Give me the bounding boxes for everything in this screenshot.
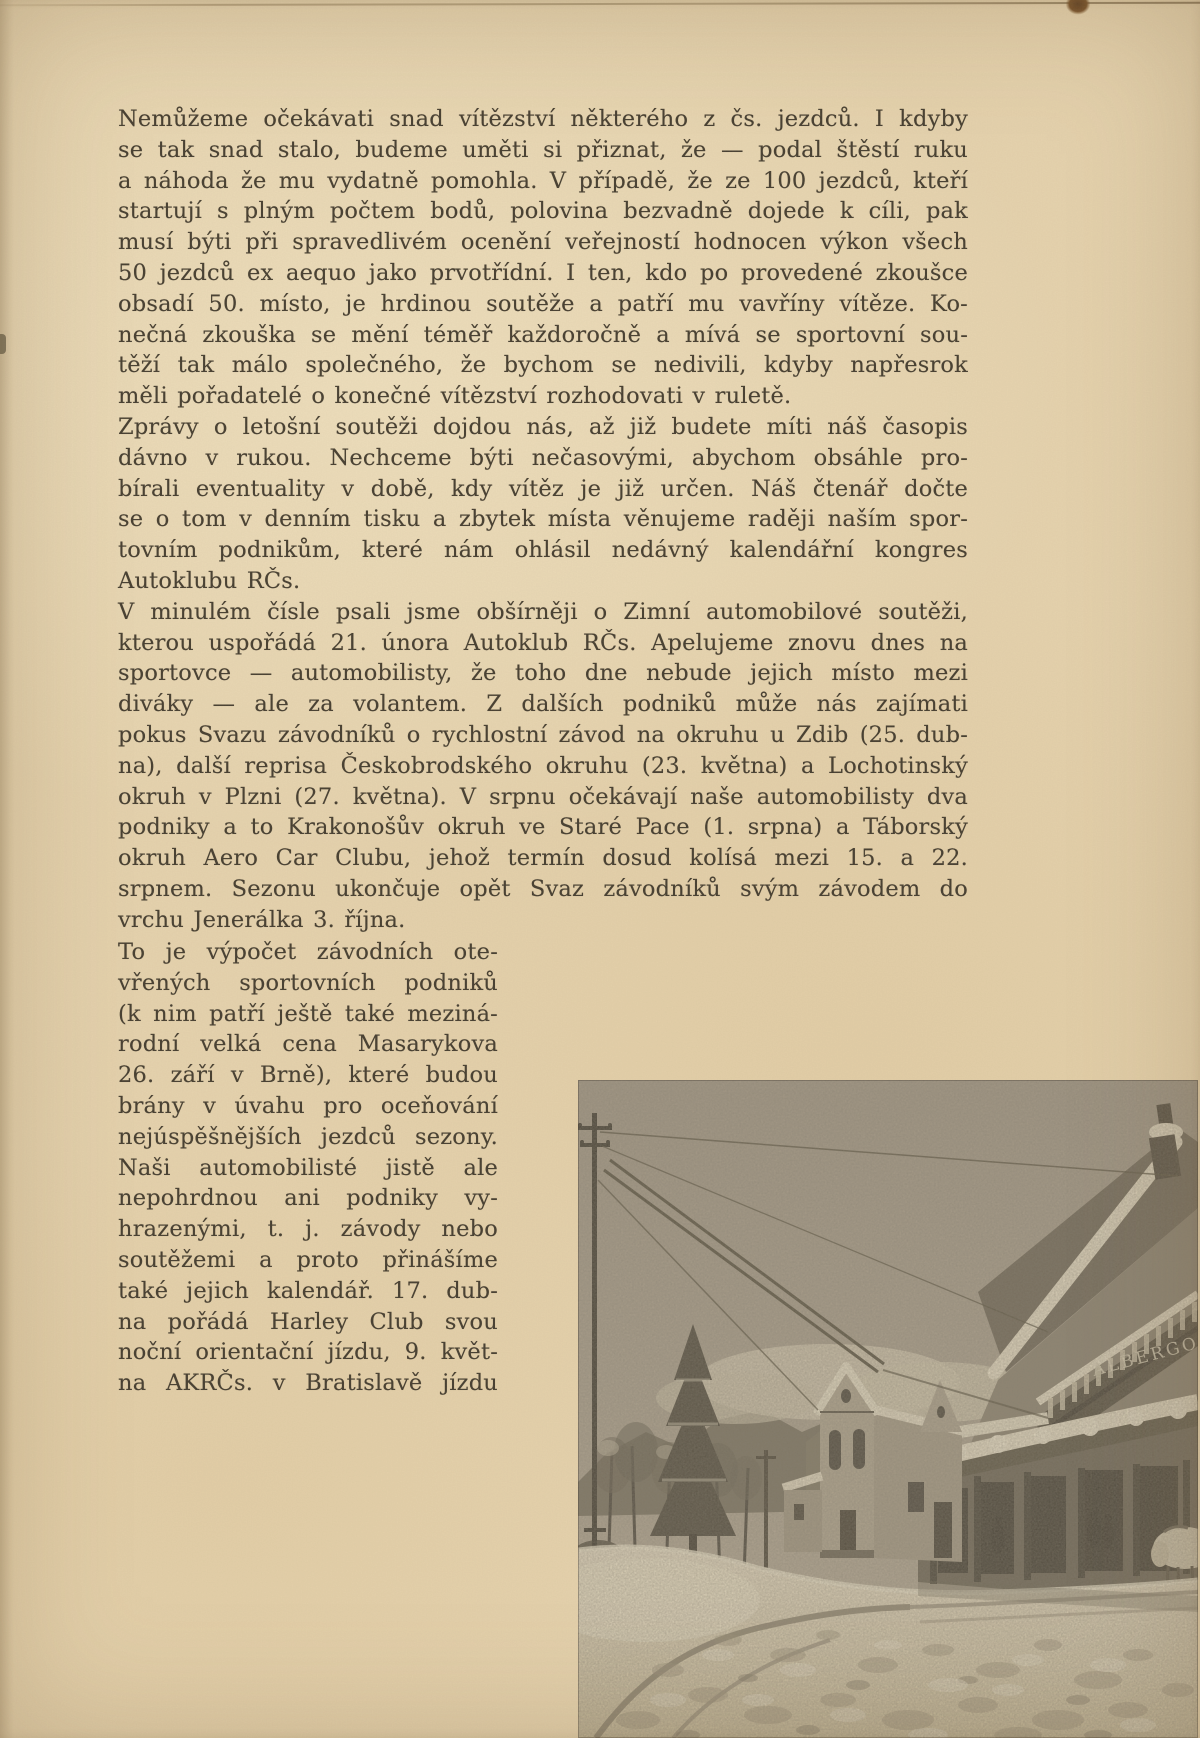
text-line: pokus Svazu závodníků o rychlostní závod na okruhu u Zdib (25. dub-: [118, 721, 968, 748]
text-line: tovním podnikům, které nám ohlásil nedávný kalendářní kongres: [118, 537, 968, 564]
winter-street-photo: [578, 1080, 1198, 1738]
text-line: také jejich kalendář. 17. dub-: [118, 1277, 498, 1304]
scan-edge-line: [0, 2, 1200, 7]
text-line: noční orientační jízdu, 9. květ-: [118, 1339, 498, 1366]
text-line: (k nim patří ještě také meziná-: [118, 1000, 498, 1027]
text-line: okruh v Plzni (27. května). V srpnu očekávají naše automobilisty dva: [118, 783, 968, 810]
text-line: se tak snad stalo, budeme uměti si přiznat, že — podal štěstí ruku: [118, 136, 968, 163]
left-edge-shadow: [0, 0, 14, 1738]
text-line: 50 jezdců ex aequo jako prvotřídní. I ten, kdo po provedené zkoušce: [118, 259, 968, 286]
text-line: diváky — ale za volantem. Z dalších podniků může nás zajímati: [118, 691, 968, 718]
text-line: sportovce — automobilisty, že toho dne nebude jejich místo mezi: [118, 660, 968, 687]
body-text-block: [118, 104, 968, 936]
text-line: dávno v rukou. Nechceme býti nečasovými, abychom obsáhle pro-: [118, 444, 968, 471]
text-line: vrchu Jenerálka 3. října.: [118, 906, 406, 933]
text-line: To je výpočet závodních ote-: [118, 939, 498, 965]
text-line: Nemůžeme očekávati snad vítězství některého z čs. jezdců. I kdyby: [118, 106, 968, 132]
text-line: nečná zkouška se mění téměř každoročně a mívá se sportovní sou-: [118, 321, 968, 348]
text-line: těží tak málo společného, že bychom se nedivili, kdyby napřesrok: [118, 352, 968, 379]
text-line: Autoklubu RČs.: [118, 567, 301, 594]
text-line: obsadí 50. místo, je hrdinou soutěže a patří mu vavříny vítěze. Ko-: [118, 290, 968, 317]
column-text-block: [118, 937, 498, 1399]
text-line: na pořádá Harley Club svou: [118, 1308, 498, 1335]
text-line: rodní velká cena Masarykova: [118, 1031, 498, 1058]
text-line: 26. září v Brně), které budou: [118, 1062, 498, 1089]
text-line: okruh Aero Car Clubu, jehož termín dosud kolísá mezi 15. a 22.: [118, 845, 968, 872]
text-line: měli pořadatelé o konečné vítězství rozhodovati v ruletě.: [118, 383, 792, 410]
text-line: hrazenými, t. j. závody nebo: [118, 1216, 498, 1243]
text-line: brány v úvahu pro oceňování: [118, 1092, 498, 1119]
text-line: srpnem. Sezonu ukončuje opět Svaz závodníků svým závodem do: [118, 875, 968, 902]
text-line: podniky a to Krakonošův okruh ve Staré Pace (1. srpna) a Táborský: [118, 814, 968, 841]
text-line: Zprávy o letošní soutěži dojdou nás, až již budete míti náš časopis: [118, 413, 968, 440]
text-line: musí býti při spravedlivém ocenění veřejností hodnocen výkon všech: [118, 229, 968, 256]
text-line: startují s plným počtem bodů, polovina bezvadně dojede k cíli, pak: [118, 198, 968, 225]
ink-stain: [1062, 0, 1094, 23]
text-line: a náhoda že mu vydatně pomohla. V případě, že ze 100 jezdců, kteří: [118, 167, 968, 194]
photo-grain: [578, 1080, 1198, 1738]
text-line: kterou uspořádá 21. února Autoklub RČs. Apelujeme znovu dnes na: [118, 629, 968, 656]
text-line: Naši automobilisté jistě ale: [118, 1154, 498, 1181]
text-line: nejúspěšnějších jezdců sezony.: [118, 1123, 498, 1150]
text-line: V minulém čísle psali jsme obšírněji o Zimní automobilové soutěži,: [118, 598, 968, 625]
edge-smudge: [0, 334, 6, 354]
text-line: na AKRČs. v Bratislavě jízdu: [118, 1370, 498, 1397]
text-line: soutěžemi a proto přinášíme: [118, 1246, 498, 1273]
text-line: vřených sportovních podniků: [118, 969, 498, 996]
text-line: nepohrdnou ani podniky vy-: [118, 1185, 498, 1212]
text-line: se o tom v denním tisku a zbytek místa věnujeme raději naším spor-: [118, 506, 968, 533]
text-line: bírali eventuality v době, kdy vítěz je již určen. Náš čtenář dočte: [118, 475, 968, 502]
text-line: na), další reprisa Českobrodského okruhu (23. května) a Lochotinský: [118, 752, 968, 779]
